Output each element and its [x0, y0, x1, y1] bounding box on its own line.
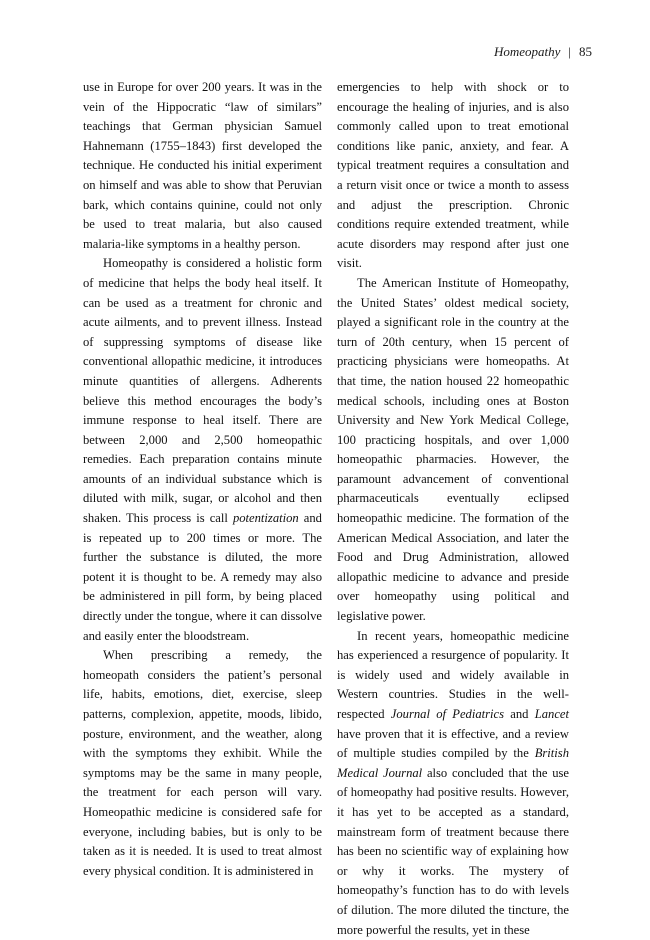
paragraph: When prescribing a remedy, the homeopath considers the patient’s personal life, habits, emotions, diet, exercise, sleep patterns, complexion, appetite, moods, libido, posture, environment, and the weather, along with the symptoms they exhibit. While the symptoms may be the same in many people, the treatment for each person will vary. Homeopathic medicine is considered safe for everyone, including babies, but is only to be taken as it is needed. It is used to treat almost every physical condition. It is administered in	[83, 648, 322, 878]
paragraph-text: Homeopathy is considered a holistic form of medicine that helps the body heal itself. It can be used as a treatment for chronic and acute ailments, and to prevent illness. Instead of suppressing symptoms of disease like conventional allopathic medicine, it introduces minute quantities of allergens. Adherents believe this method encourages the body’s immune response to heal itself. There are between 2,000 and 2,500 homeopathic remedies. Each preparation contains minute amounts of an individual substance which is diluted with milk, sugar, or alcohol and then shaken. This process is call	[83, 256, 322, 526]
running-head-title: Homeopathy	[493, 44, 561, 59]
running-head-separator: |	[568, 44, 571, 59]
paragraph-text: have proven that it is effective, and a review of multiple studies compiled by the	[337, 726, 569, 761]
paragraph-text: In recent years, homeopathic medicine has experienced a resurgence of popularity. It is widely used and widely available in Western countries. Studies in the well-respected	[337, 628, 569, 721]
paragraph-text: and	[510, 707, 529, 721]
italic-journal-title: Lancet	[534, 707, 569, 721]
paragraph	[83, 254, 322, 646]
page-number: 85	[579, 44, 592, 59]
paragraph: use in Europe for over 200 years. It was in the vein of the Hippocratic “law of similars” teachings that German physician Samuel Hahnemann (1755–1843) first developed the technique. He conducted his initial experiment on himself and was able to show that Peruvian bark, which contains quinine, could not only be used to treat malaria, but also caused malaria-like symptoms in a healthy person.	[83, 80, 322, 251]
paragraph: The American Institute of Homeopathy, the United States’ oldest medical society, played a significant role in the country at the turn of 20th century, when 15 percent of practicing physicians were homeopaths. At that time, the nation housed 22 homeopathic medical schools, including ones at Boston University and New York Medical College, 100 practicing hospitals, and over 1,000 homeopathic pharmacies. However, the paramount advancement of conventional pharmaceuticals eventually eclipsed homeopathic medicine. The formation of the American Medical Association, and later the Food and Drug Administration, allowed allopathic medicine to advance and preside over homeopathy using political and legislative power.	[337, 275, 569, 624]
left-column	[83, 78, 322, 881]
italic-journal-title: British Medical Journal	[337, 746, 569, 780]
paragraph-text: also concluded that the use of homeopathy had positive results. However, it has yet to be accepted as a standard, mainstream form of treatment because there has been no scientific way of explaining how or why it works. The mystery of homeopathy’s function has to do with levels of dilution. The more diluted the tincture, the more powerful the results, yet in these	[337, 765, 569, 937]
paragraph	[337, 627, 569, 940]
italic-journal-title: Journal of Pediatrics	[390, 707, 505, 721]
paragraph-text: and is repeated up to 200 times or more. The further the substance is diluted, the more potent it is thought to be. A remedy may also be administered in pill form, by being placed directly under the tongue, where it can dissolve and easily enter the bloodstream.	[83, 511, 322, 643]
paragraph: emergencies to help with shock or to encourage the healing of injuries, and is also commonly called upon to treat emotional conditions like panic, anxiety, and fear. A typical treatment requires a consultation and a return visit once or twice a month to assess and adjust the prescription. Chronic conditions require extended treatment, while acute disorders may respond after just one visit.	[337, 80, 569, 271]
italic-term: potentization	[232, 511, 299, 526]
right-column	[337, 78, 569, 940]
running-header	[494, 44, 592, 60]
